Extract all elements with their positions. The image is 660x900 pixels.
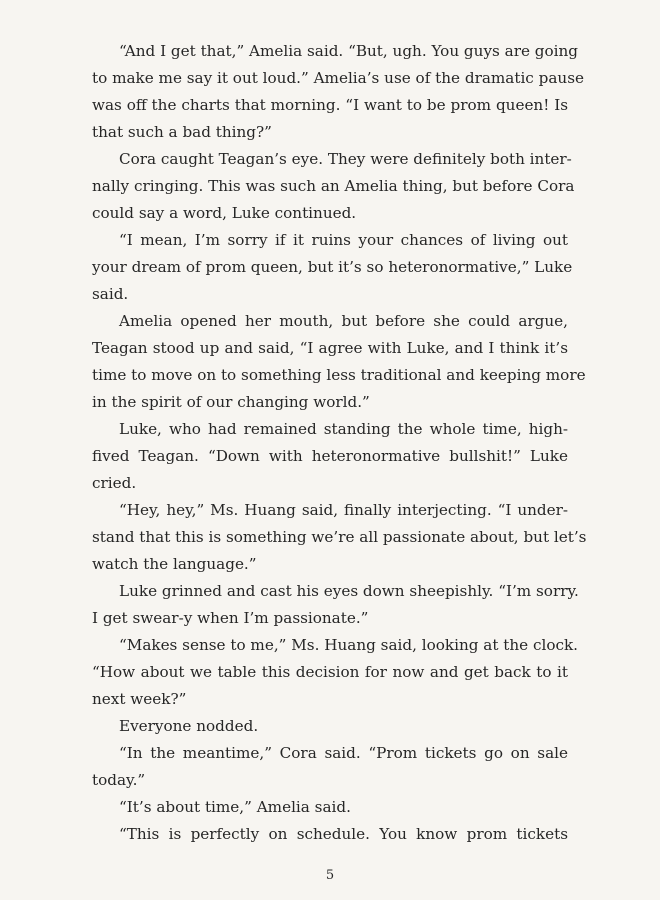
text-line: I get swear-y when I’m passionate.”	[92, 609, 369, 627]
text-line: “I mean, I’m sorry if it ruins your chances of living out	[119, 231, 568, 249]
text-line: “How about we table this decision for now and get back to it	[92, 663, 568, 681]
text-line: was off the charts that morning. “I want to be prom queen! Is	[92, 96, 568, 114]
text-line: time to move on to something less traditional and keeping more	[92, 366, 586, 384]
body-text	[92, 38, 587, 848]
text-line: Luke, who had remained standing the whole time, high-	[119, 420, 568, 438]
text-line: next week?”	[92, 690, 187, 708]
text-line: Cora caught Teagan’s eye. They were definitely both inter-	[119, 150, 572, 168]
text-line: in the spirit of our changing world.”	[92, 393, 370, 411]
text-line: watch the language.”	[92, 555, 257, 573]
text-line: Teagan stood up and said, “I agree with Luke, and I think it’s	[92, 339, 568, 357]
text-line: “Hey, hey,” Ms. Huang said, finally interjecting. “I under-	[119, 501, 568, 519]
text-line: fived Teagan. “Down with heteronormative bullshit!” Luke	[92, 447, 568, 465]
text-line: could say a word, Luke continued.	[92, 204, 357, 222]
text-line: “It’s about time,” Amelia said.	[119, 798, 351, 816]
text-line: Luke grinned and cast his eyes down sheepishly. “I’m sorry.	[119, 582, 579, 600]
text-line: said.	[92, 285, 129, 303]
text-line: today.”	[92, 771, 146, 789]
text-line: “Makes sense to me,” Ms. Huang said, looking at the clock.	[119, 636, 578, 654]
text-line: Everyone nodded.	[119, 717, 259, 735]
page-number: 5	[325, 868, 335, 883]
text-line: “This is perfectly on schedule. You know prom tickets	[119, 825, 568, 843]
text-line: stand that this is something we’re all passionate about, but let’s	[92, 528, 587, 546]
text-line: “In the meantime,” Cora said. “Prom tickets go on sale	[119, 744, 568, 762]
text-line: Amelia opened her mouth, but before she could argue,	[119, 312, 568, 330]
text-line: cried.	[92, 474, 137, 492]
text-line: nally cringing. This was such an Amelia thing, but before Cora	[92, 177, 575, 195]
text-line: that such a bad thing?”	[92, 123, 272, 141]
text-line: “And I get that,” Amelia said. “But, ugh. You guys are going	[119, 42, 578, 60]
text-line: to make me say it out loud.” Amelia’s use of the dramatic pause	[92, 69, 584, 87]
text-line: your dream of prom queen, but it’s so heteronormative,” Luke	[92, 258, 573, 276]
